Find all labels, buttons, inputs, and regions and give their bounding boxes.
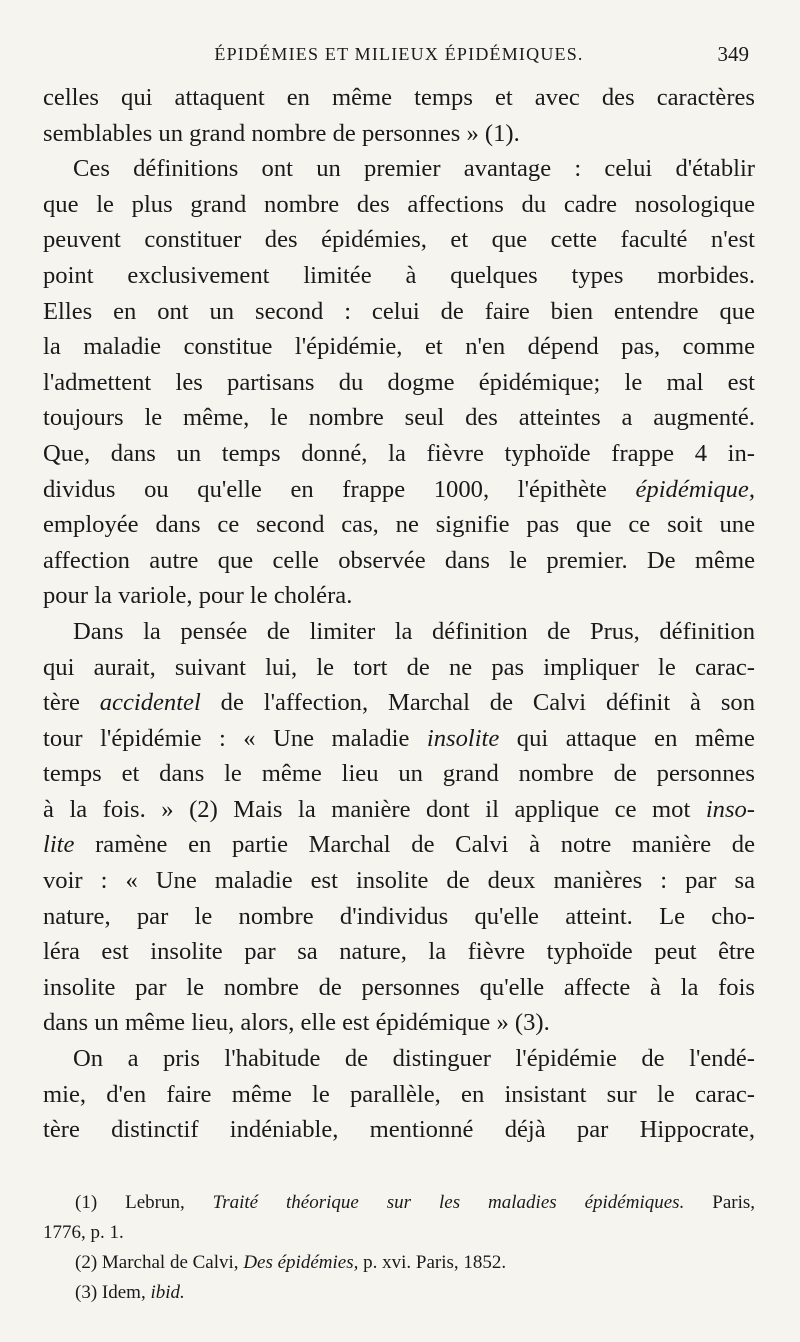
italic-term: accidentel — [99, 689, 201, 717]
text-line: la maladie constitue l'épidémie, et n'en dépend pas, comme — [43, 333, 755, 361]
footnote-author: (3) Idem, — [75, 1282, 146, 1303]
text-line: point exclusivement limitée à quelques types morbides. — [43, 261, 755, 289]
text-segment: à la fois. » (2) Mais la manière dont il applique ce mot — [43, 795, 691, 823]
text-line — [43, 721, 755, 757]
italic-term: épidémique, — [635, 475, 755, 503]
footnote-1-continued: 1776, p. 1. — [43, 1222, 124, 1243]
text-line: toujours le même, le nombre seul des atteintes a augmenté. — [43, 404, 755, 432]
text-line: affection autre que celle observée dans le premier. De même — [43, 546, 755, 574]
footnote-place: p. xvi. Paris, 1852. — [363, 1252, 507, 1273]
text-line: l'admettent les partisans du dogme épidémique; le mal est — [43, 368, 755, 396]
text-line: voir : « Une maladie est insolite de deux manières : par sa — [43, 867, 755, 895]
italic-term: lite — [43, 831, 75, 859]
text-segment: qui attaque en même — [516, 724, 755, 752]
text-line — [43, 792, 755, 828]
text-line: Dans la pensée de limiter la définition de Prus, définition — [73, 617, 755, 645]
text-line: Elles en ont un second : celui de faire bien entendre que — [43, 297, 755, 325]
italic-term: inso- — [705, 795, 755, 823]
text-segment: de l'affection, Marchal de Calvi définit à son — [220, 689, 755, 717]
text-line: pour la variole, pour le choléra. — [43, 582, 353, 610]
footnote-1 — [43, 1188, 755, 1218]
text-line: Que, dans un temps donné, la fièvre typhoïde frappe 4 in- — [43, 439, 755, 467]
text-line: temps et dans le même lieu un grand nombre de personnes — [43, 760, 755, 788]
footnote-title: Traité théorique sur les maladies épidémiques. — [212, 1192, 685, 1213]
text-line: peuvent constituer des épidémies, et que cette faculté n'est — [43, 226, 755, 254]
text-line: nature, par le nombre d'individus qu'elle atteint. Le cho- — [43, 902, 755, 930]
running-title: ÉPIDÉMIES ET MILIEUX ÉPIDÉMIQUES. — [214, 44, 584, 64]
text-line: qui aurait, suivant lui, le tort de ne pas impliquer le carac- — [43, 653, 755, 681]
footnote-author: (1) Lebrun, — [75, 1192, 185, 1213]
text-line: dans un même lieu, alors, elle est épidémique » (3). — [43, 1009, 550, 1037]
text-line: mie, d'en faire même le parallèle, en insistant sur le carac- — [43, 1080, 755, 1108]
footnote-place: Paris, — [712, 1192, 756, 1213]
book-page — [43, 38, 755, 1148]
text-line: employée dans ce second cas, ne signifie pas que ce soit une — [43, 511, 755, 539]
text-segment: ramène en partie Marchal de Calvi à notre manière de — [95, 831, 755, 859]
text-line: tère distinctif indéniable, mentionné déjà par Hippocrate, — [43, 1116, 755, 1144]
footnote-title: Des épidémies, — [243, 1252, 359, 1273]
text-line: insolite par le nombre de personnes qu'elle affecte à la fois — [43, 973, 755, 1001]
footnote-2 — [43, 1248, 755, 1278]
text-line: que le plus grand nombre des affections du cadre nosologique — [43, 190, 755, 218]
text-line — [43, 827, 755, 863]
text-line — [43, 472, 755, 508]
text-segment: dividus ou qu'elle en frappe 1000, l'épithète — [43, 475, 607, 503]
page-header — [43, 38, 755, 72]
text-segment: tère — [43, 689, 80, 717]
text-line: léra est insolite par sa nature, la fièvre typhoïde peut être — [43, 938, 755, 966]
text-line: On a pris l'habitude de distinguer l'épidémie de l'endé- — [73, 1045, 755, 1073]
text-segment: tour l'épidémie : « Une maladie — [43, 724, 410, 752]
page-number: 349 — [717, 42, 749, 66]
text-line: celles qui attaquent en même temps et avec des caractères — [43, 84, 755, 111]
footnote-3 — [43, 1278, 755, 1308]
footnote-title: ibid. — [150, 1282, 185, 1303]
text-line: semblables un grand nombre de personnes » (1). — [43, 119, 520, 147]
footnote-author: (2) Marchal de Calvi, — [75, 1252, 239, 1273]
text-line: Ces définitions ont un premier avantage : celui d'établir — [73, 155, 755, 183]
italic-term: insolite — [426, 724, 500, 752]
text-line — [43, 685, 755, 721]
body-text — [43, 80, 755, 1148]
footnotes — [43, 1188, 755, 1308]
